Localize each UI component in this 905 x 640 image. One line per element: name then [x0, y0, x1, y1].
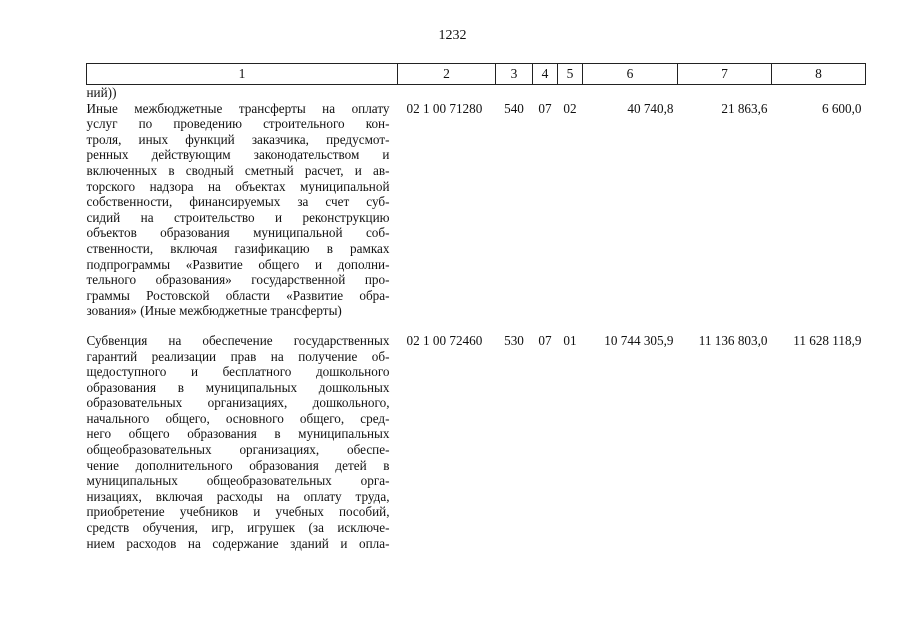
description-line: общеобразовательных организациях, обеспе-	[86, 442, 390, 458]
amount-col-7: 11 136 803,0	[698, 332, 768, 348]
amount-col-6: 40 740,8	[627, 100, 674, 116]
page-number: 1232	[438, 28, 467, 43]
description-line: зования» (Иные межбюджетные трансферты)	[86, 303, 342, 319]
expense-type-code: 530	[504, 332, 524, 348]
col-header-6: 6	[583, 64, 678, 85]
header-row	[87, 64, 866, 85]
description-line: троля, иных функций заказчика, предусмот-	[86, 131, 390, 147]
subsection-code: 02	[563, 100, 577, 116]
section-code: 07	[538, 332, 552, 348]
col-header-4: 4	[533, 64, 558, 85]
col-header-1: 1	[87, 64, 398, 85]
description-line: нием расходов на содержание зданий и опла-	[86, 535, 390, 551]
amount-col-6: 10 744 305,9	[604, 332, 674, 348]
budget-table	[86, 63, 866, 551]
description-line: включенных в сводный сметный расчет, и ав-	[86, 162, 390, 178]
description-line: сидий на строительство и реконструкцию	[86, 209, 390, 225]
description-line: образования в муниципальных дошкольных	[86, 379, 390, 395]
continuation-row	[87, 85, 866, 101]
table-row	[87, 101, 866, 319]
section-code: 07	[538, 100, 552, 116]
description-line: ренных действующим законодательством и	[86, 147, 390, 163]
budget-classification-code: 02 1 00 71280	[406, 100, 483, 116]
description-line: Субвенция на обеспечение государственных	[86, 332, 390, 348]
amount-col-8: 6 600,0	[821, 100, 862, 116]
subsection-code: 01	[563, 332, 577, 348]
description-line: ственности, включая газификацию в рамках	[86, 240, 390, 256]
description-line: граммы Ростовской области «Развитие обра-	[86, 287, 390, 303]
description-line: подпрограммы «Развитие общего и дополни-	[86, 256, 390, 272]
col-header-7: 7	[678, 64, 772, 85]
budget-classification-code: 02 1 00 72460	[406, 332, 483, 348]
table-row	[87, 319, 866, 551]
description-line: щедоступного и бесплатного дошкольного	[86, 364, 390, 380]
description-line: образовательных организациях, дошкольного,	[86, 395, 390, 411]
continuation-text: ний))	[86, 85, 117, 100]
description-line: объектов образования муниципальной соб-	[86, 225, 390, 241]
description-line: него общего образования в муниципальных	[86, 426, 390, 442]
amount-col-8: 11 628 118,9	[793, 332, 862, 348]
description-line: приобретение учебников и учебных пособий,	[86, 504, 390, 520]
description-line: гарантий реализации прав на получение об-	[86, 348, 390, 364]
amount-col-7: 21 863,6	[721, 100, 768, 116]
description-line: муниципальных общеобразовательных орга-	[86, 473, 390, 489]
description-line: собственности, финансируемых за счет суб-	[86, 194, 390, 210]
description-line: Иные межбюджетные трансферты на оплату	[86, 100, 390, 116]
col-header-3: 3	[496, 64, 533, 85]
row-description	[87, 319, 398, 551]
description-line: услуг по проведению строительного кон-	[86, 116, 390, 132]
description-line: низациях, включая расходы на оплату труда,	[86, 488, 390, 504]
description-line: чение дополнительного образования детей в	[86, 457, 390, 473]
col-header-2: 2	[398, 64, 496, 85]
description-line: торского надзора на объектах муниципальной	[86, 178, 390, 194]
description-line: начального общего, основного общего, сред-	[86, 410, 390, 426]
description-line: тельного образования» государственной про-	[86, 272, 390, 288]
row-description	[87, 101, 398, 319]
col-header-8: 8	[772, 64, 866, 85]
expense-type-code: 540	[504, 100, 524, 116]
description-line: средств обучения, игр, игрушек (за исключе-	[86, 520, 390, 536]
col-header-5: 5	[558, 64, 583, 85]
